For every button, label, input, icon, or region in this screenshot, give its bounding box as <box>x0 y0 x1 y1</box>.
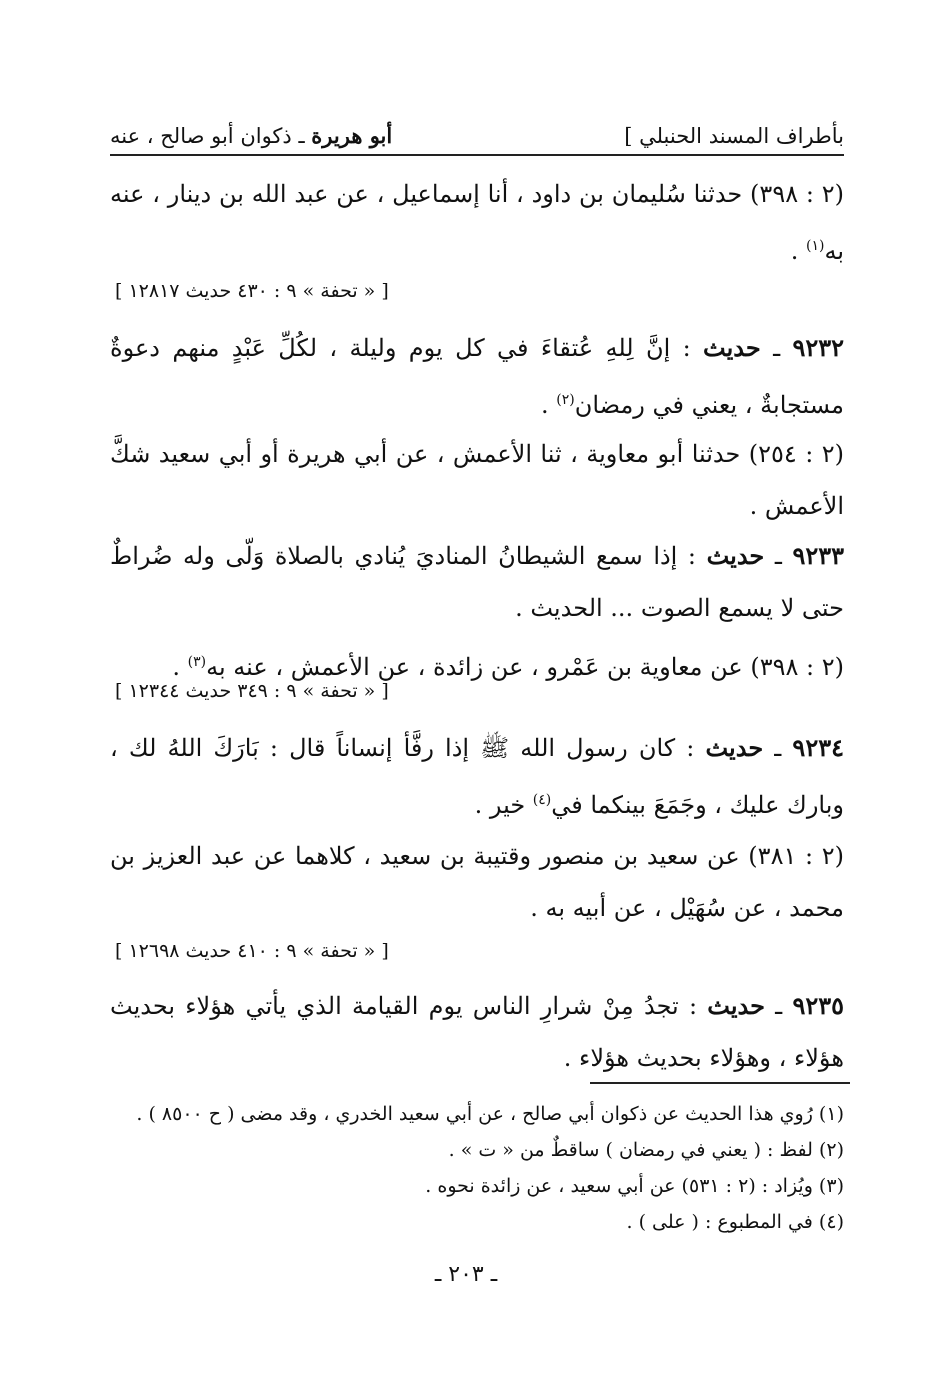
hadith-text-end: خير . <box>474 791 533 819</box>
hadith-text-end: . <box>540 391 557 419</box>
isnad-block <box>110 168 844 277</box>
isnad-text: (٢ : ٣٩٨) عن معاوية بن عَمْرو ، عن زائدة ، عن الأعمش ، عنه به <box>206 653 844 681</box>
footnotes <box>120 1096 844 1240</box>
footnote-separator <box>590 1082 850 1084</box>
hadith-9232: ٩٢٣٢ ـ حديث : إنَّ لِلهِ عُتقاءَ في كل يوم وليلة ، لكُلِّ عَبْدٍ منهم دعوةٌ مستجابةٌ ، يعني في رمضان$^{(٢)}$ . <box>110 333 845 419</box>
footnote-ref: (٣) <box>187 654 207 670</box>
footnote-2: (٢) لفظ : ( يعني في رمضان ) ساقطٌ من « ت » . <box>448 1139 844 1161</box>
running-header <box>110 112 844 156</box>
book-title: بأطراف المسند الحنبلي ] <box>624 124 844 148</box>
hadith-text: : إنَّ لِلهِ عُتقاءَ في كل يوم وليلة ، لكُلِّ عَبْدٍ منهم دعوةٌ مستجابةٌ ، يعني في رمضان <box>110 334 844 419</box>
hadith-number: ٩٢٣٢ <box>792 333 845 362</box>
isnad-text: (٢ : ٣٩٨) حدثنا سُليمان بن داود ، أنا إسماعيل ، عن عبد الله بن دينار ، عنه به <box>110 180 844 265</box>
tuhfa-reference: [ « تحفة » ٩ : ٣٤٩ حديث ١٢٣٤٤ ] <box>115 680 389 702</box>
hadith-number: ٩٢٣٤ <box>792 733 844 762</box>
section-title <box>110 123 392 148</box>
tuhfa-reference: [ « تحفة » ٩ : ٤١٠ حديث ١٢٦٩٨ ] <box>115 940 389 962</box>
tuhfa-reference: [ « تحفة » ٩ : ٤٣٠ حديث ١٢٨١٧ ] <box>115 280 389 302</box>
hadith-text: : كان رسول الله ﷺ إذا رفَّأ إنساناً قال : بَارَكَ اللهُ لك ، وبارك عليك ، وجَمَعَ بينكما في <box>110 734 844 819</box>
isnad-text: (٢ : ٢٥٤) حدثنا أبو معاوية ، ثنا الأعمش ، عن أبي هريرة أو أبي سعيد شكَّ الأعمش . <box>110 440 844 520</box>
hadith-text: : إذا سمع الشيطانُ المناديَ يُنادي بالصلاة وَلّى وله ضُراطٌ حتى لا يسمع الصوت ... الحديث . <box>110 542 844 622</box>
section-separator: ـ <box>291 124 312 148</box>
isnad-block <box>110 428 844 532</box>
section-name: أبو هريرة <box>311 123 393 148</box>
footnote-ref: (١) <box>805 238 825 254</box>
hadith-label: حديث <box>703 333 761 362</box>
hadith-label: حديث <box>705 733 764 762</box>
isnad-block <box>110 830 844 934</box>
footnote-ref: (٢) <box>556 392 575 408</box>
isnad-end: . <box>172 653 188 681</box>
hadith-9233: ٩٢٣٣ ـ حديث : إذا سمع الشيطانُ المناديَ يُنادي بالصلاة وَلّى وله ضُراطٌ حتى لا يسمع الصوت ... الحديث . <box>110 541 844 622</box>
footnote-1: (١) رُوي هذا الحديث عن ذكوان أبي صالح ، عن أبي سعيد الخدري ، وقد مضى ( ح ٨٥٠٠ ) . <box>136 1103 844 1125</box>
isnad-text: (٢ : ٣٨١) عن سعيد بن منصور وقتيبة بن سعيد ، كلاهما عن عبد العزيز بن محمد ، عن سُهَيْل ، عن أبيه به . <box>110 842 844 922</box>
footnote-3: (٣) ويُزاد : (٢ : ٥٣١) عن أبي سعيد ، عن زائدة نحوه . <box>425 1175 844 1197</box>
page-number: ـ ٢٠٣ ـ <box>434 1262 498 1287</box>
hadith-label: حديث <box>707 991 765 1020</box>
footnote-ref: (٤) <box>532 792 552 808</box>
hadith-9235: ٩٢٣٥ ـ حديث : تجدُ مِنْ شرارِ الناس يوم القيامة الذي يأتي هؤلاء بحديث هؤلاء ، وهؤلاء بحديث هؤلاء . <box>110 991 844 1072</box>
hadith-9234: ٩٢٣٤ ـ حديث : كان رسول الله ﷺ إذا رفَّأ إنساناً قال : بَارَكَ اللهُ لك ، وبارك عليك ، وجَمَعَ بينكما في$^{(٤)}$ خير . <box>110 733 844 819</box>
footnote-4: (٤) في المطبوع : ( على ) . <box>626 1211 844 1233</box>
hadith-number: ٩٢٣٣ <box>792 541 844 570</box>
hadith-label: حديث <box>706 541 765 570</box>
hadith-number: ٩٢٣٥ <box>792 991 844 1020</box>
subsection-name: ذكوان أبو صالح ، عنه <box>110 124 292 148</box>
hadith-text: : تجدُ مِنْ شرارِ الناس يوم القيامة الذي يأتي هؤلاء بحديث هؤلاء ، وهؤلاء بحديث هؤلاء . <box>110 992 844 1072</box>
isnad-end: . <box>790 237 806 265</box>
